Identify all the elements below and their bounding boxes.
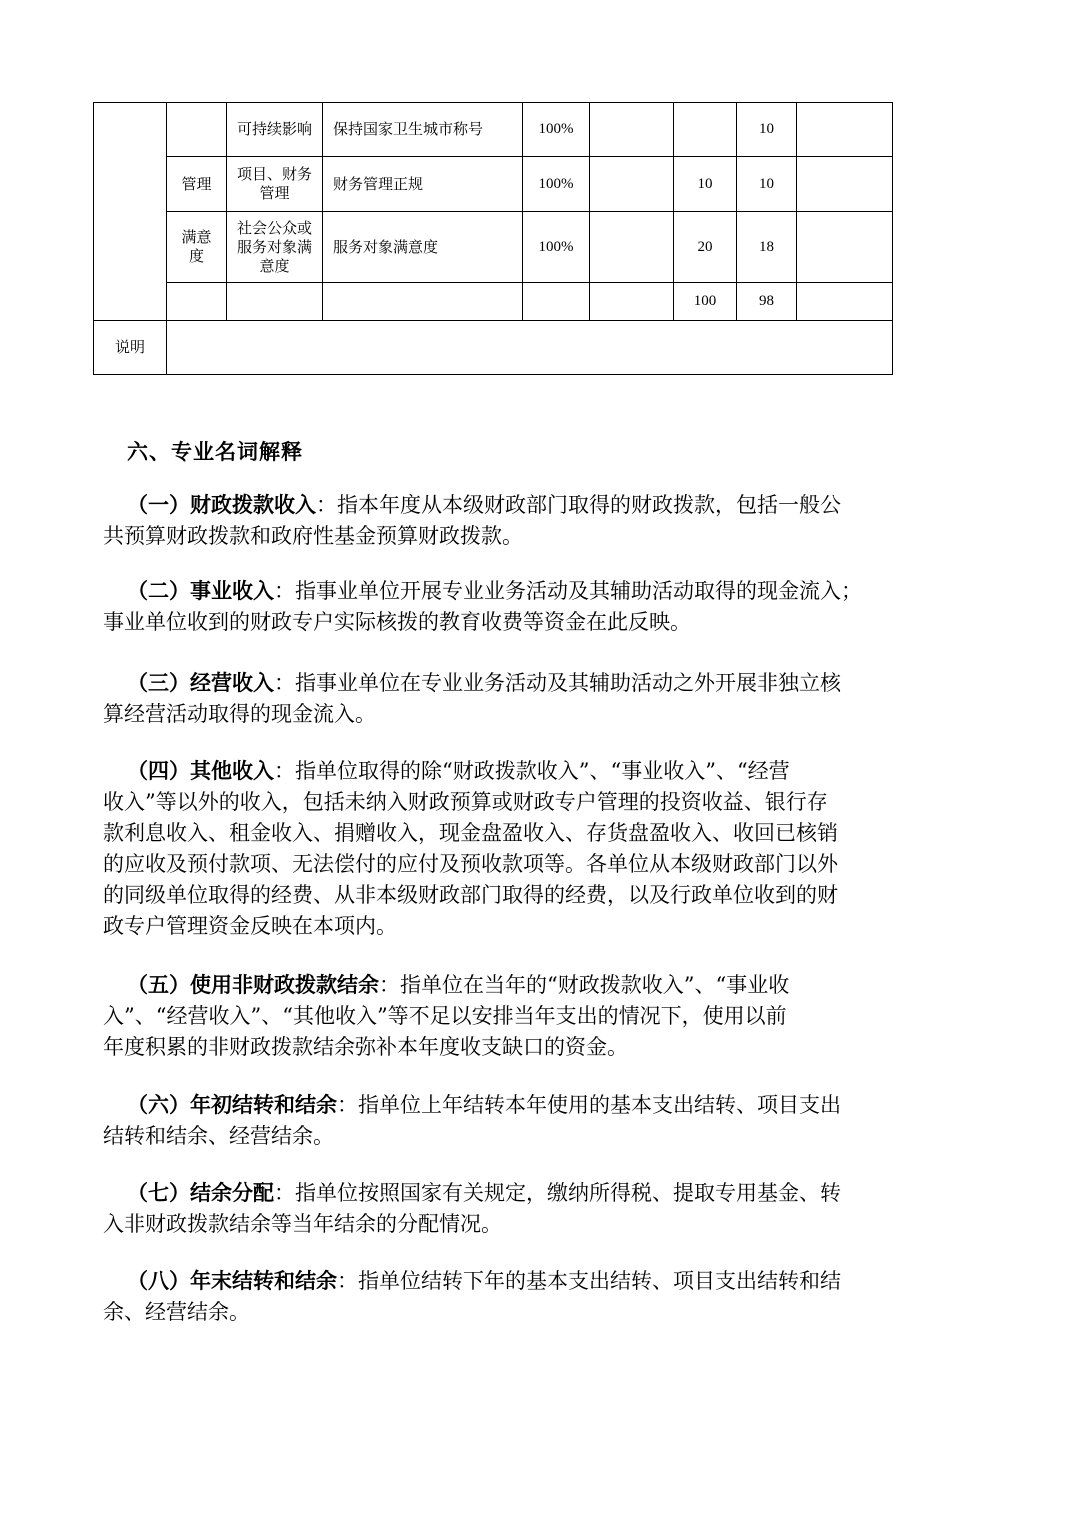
paragraph-line	[103, 880, 973, 911]
note-label: 说明	[94, 321, 167, 375]
table-cell	[590, 103, 674, 157]
table-cell	[167, 103, 227, 157]
table-cell: 项目、财务管理	[227, 157, 323, 212]
term-colon: ：	[274, 1181, 295, 1205]
table-cell	[590, 283, 674, 321]
table-row	[94, 283, 893, 321]
definition-text: 事业单位收到的财政专户实际核拨的教育收费等资金在此反映。	[103, 610, 691, 634]
table-cell: 20	[674, 212, 737, 283]
term-colon: ：	[337, 1269, 358, 1293]
paragraph-line	[103, 1209, 973, 1240]
definition-text: 收入”等以外的收入，包括未纳入财政预算或财政专户管理的投资收益、银行存	[103, 790, 828, 814]
definition-paragraph	[103, 490, 973, 552]
definition-text: 指单位取得的除“财政拨款收入”、“事业收入”、“经营	[295, 759, 790, 783]
paragraph-line	[103, 849, 973, 880]
table-cell: 财务管理正规	[323, 157, 523, 212]
table-cell	[590, 212, 674, 283]
definition-text: 余、经营结余。	[103, 1300, 250, 1324]
definition-text: 指单位按照国家有关规定，缴纳所得税、提取专用基金、转	[295, 1181, 841, 1205]
definition-term: （二）事业收入	[127, 579, 274, 603]
definition-text: 的同级单位取得的经费、从非本级财政部门取得的经费，以及行政单位收到的财	[103, 883, 838, 907]
table-cell: 社会公众或服务对象满意度	[227, 212, 323, 283]
paragraph-line	[103, 1001, 973, 1032]
paragraph-line	[103, 1121, 973, 1152]
definition-term: （七）结余分配	[127, 1181, 274, 1205]
definition-term: （五）使用非财政拨款结余	[127, 973, 379, 997]
paragraph-line	[103, 1090, 973, 1121]
definition-text: 的应收及预付款项、无法偿付的应付及预收款项等。各单位从本级财政部门以外	[103, 852, 838, 876]
table-cell: 保持国家卫生城市称号	[323, 103, 523, 157]
definition-text: 指事业单位在专业业务活动及其辅助活动之外开展非独立核	[295, 671, 841, 695]
table-cell	[94, 103, 167, 321]
definition-text: 指单位上年结转本年使用的基本支出结转、项目支出	[358, 1093, 841, 1117]
paragraph-line	[103, 576, 973, 607]
paragraph-line	[103, 490, 973, 521]
definition-text: 指单位结转下年的基本支出结转、项目支出结转和结	[358, 1269, 841, 1293]
definition-term: （三）经营收入	[127, 671, 274, 695]
term-colon: ：	[274, 759, 295, 783]
table-cell	[323, 283, 523, 321]
definition-text: 政专户管理资金反映在本项内。	[103, 914, 397, 938]
definition-term: （四）其他收入	[127, 759, 274, 783]
table-row	[94, 103, 893, 157]
term-colon: ：	[316, 493, 337, 517]
table-cell	[797, 212, 893, 283]
definition-term: （八）年末结转和结余	[127, 1269, 337, 1293]
paragraph-line	[103, 787, 973, 818]
paragraph-line	[103, 668, 973, 699]
definition-text: 指本年度从本级财政部门取得的财政拨款，包括一般公	[337, 493, 841, 517]
note-row	[94, 321, 893, 375]
definition-term: （一）财政拨款收入	[127, 493, 316, 517]
definition-paragraph	[103, 756, 973, 942]
definition-paragraph	[103, 970, 973, 1063]
paragraph-line	[103, 1297, 973, 1328]
table-cell	[797, 283, 893, 321]
table-cell	[167, 283, 227, 321]
paragraph-line	[103, 818, 973, 849]
table-cell: 18	[737, 212, 797, 283]
table-cell: 可持续影响	[227, 103, 323, 157]
term-colon: ：	[379, 973, 400, 997]
paragraph-line	[103, 1032, 973, 1063]
paragraph-line	[103, 970, 973, 1001]
definition-text: 款利息收入、租金收入、捐赠收入，现金盘盈收入、存货盘盈收入、收回已核销	[103, 821, 838, 845]
table-cell: 100%	[523, 103, 590, 157]
term-colon: ：	[274, 579, 295, 603]
section-title: 六、专业名词解释	[127, 440, 303, 464]
definition-text: 入”、“经营收入”、“其他收入”等不足以安排当年支出的情况下，使用以前	[103, 1004, 787, 1028]
definition-term: （六）年初结转和结余	[127, 1093, 337, 1117]
table-cell	[227, 283, 323, 321]
table-cell: 满意度	[167, 212, 227, 283]
table-cell: 10	[674, 157, 737, 212]
performance-table	[93, 102, 893, 375]
table-cell: 管理	[167, 157, 227, 212]
definition-text: 指单位在当年的“财政拨款收入”、“事业收	[400, 973, 790, 997]
table-cell: 100%	[523, 212, 590, 283]
table-cell	[674, 103, 737, 157]
definition-text: 年度积累的非财政拨款结余弥补本年度收支缺口的资金。	[103, 1035, 628, 1059]
table-row	[94, 212, 893, 283]
table-cell: 10	[737, 157, 797, 212]
definition-text: 共预算财政拨款和政府性基金预算财政拨款。	[103, 524, 523, 548]
term-colon: ：	[274, 671, 295, 695]
term-colon: ：	[337, 1093, 358, 1117]
definition-paragraph	[103, 1090, 973, 1152]
total-score-cell: 100	[674, 283, 737, 321]
definition-text: 入非财政拨款结余等当年结余的分配情况。	[103, 1212, 502, 1236]
definition-text: 指事业单位开展专业业务活动及其辅助活动取得的现金流入；	[295, 579, 862, 603]
note-value	[167, 321, 893, 375]
table-cell	[523, 283, 590, 321]
table-row	[94, 157, 893, 212]
table-cell: 10	[737, 103, 797, 157]
definition-paragraph	[103, 576, 973, 638]
definition-paragraph	[103, 668, 973, 730]
table-cell: 100%	[523, 157, 590, 212]
definition-text: 结转和结余、经营结余。	[103, 1124, 334, 1148]
definition-paragraph	[103, 1266, 973, 1328]
table-cell: 服务对象满意度	[323, 212, 523, 283]
paragraph-line	[103, 521, 973, 552]
paragraph-line	[103, 1266, 973, 1297]
paragraph-line	[103, 607, 973, 638]
paragraph-line	[103, 1178, 973, 1209]
definition-text: 算经营活动取得的现金流入。	[103, 702, 376, 726]
table-cell	[590, 157, 674, 212]
actual-score-cell: 98	[737, 283, 797, 321]
paragraph-line	[103, 911, 973, 942]
paragraph-line	[103, 756, 973, 787]
table-cell	[797, 103, 893, 157]
definition-paragraph	[103, 1178, 973, 1240]
paragraph-line	[103, 699, 973, 730]
table-cell	[797, 157, 893, 212]
